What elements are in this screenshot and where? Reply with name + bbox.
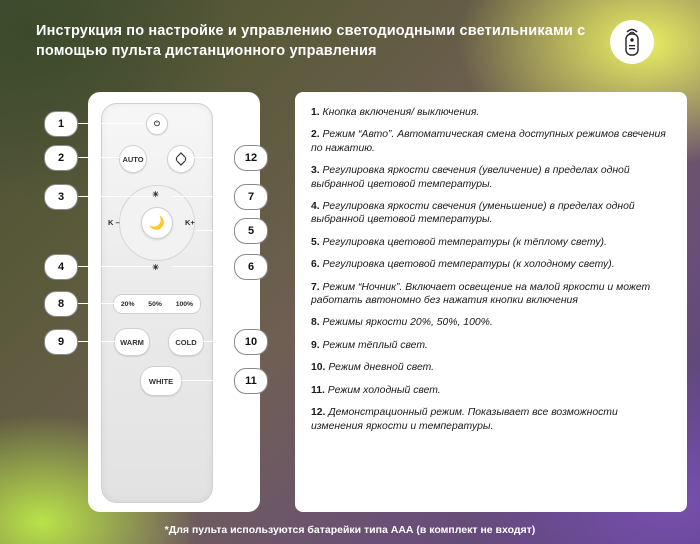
brightness-up-icon[interactable]: ☀ — [152, 190, 160, 199]
legend-number: 12. — [311, 407, 326, 419]
header — [14, 12, 686, 70]
brightness-100-button[interactable]: 100% — [175, 300, 194, 308]
leader-line-1 — [78, 123, 144, 124]
legend-item — [311, 106, 671, 119]
legend-text: Режим “Авто”. Автоматическая смена доступных режимов свечения по нажатию. — [311, 129, 666, 154]
legend-text: Регулировка яркости свечения (увеличение) в пределах одной выбранной цветовой температуры. — [311, 165, 630, 190]
legend-item — [311, 258, 671, 271]
legend-text: Режимы яркости 20%, 50%, 100%. — [319, 317, 493, 329]
remote-control-icon — [610, 20, 654, 64]
legend-number: 4. — [311, 201, 320, 213]
leader-line-9 — [78, 341, 116, 342]
legend-text: Регулировка яркости свечения (уменьшение) в пределах одной выбранной цветовой температуры. — [311, 201, 635, 226]
k-minus-label[interactable]: K – — [108, 218, 120, 227]
legend-number: 6. — [311, 259, 320, 271]
k-plus-label[interactable]: K+ — [185, 218, 195, 227]
legend-number: 7. — [311, 281, 320, 293]
night-mode-button[interactable]: 🌙 — [141, 207, 173, 239]
page-title: Инструкция по настройке и управлению светодиодными светильниками с помощью пульта дистанционного управления — [36, 23, 586, 59]
leader-line-6 — [172, 266, 234, 267]
legend-text: Регулировка цветовой температуры (к тёплому свету). — [319, 236, 607, 248]
callout-1: 1 — [44, 111, 78, 137]
leader-line-7 — [172, 196, 234, 197]
brightness-20-button[interactable]: 20% — [120, 300, 135, 308]
legend-item — [311, 164, 671, 191]
legend-panel — [295, 92, 687, 512]
callout-10: 10 — [234, 329, 268, 355]
legend-text: Демонстрационный режим. Показывает все возможности изменения яркости и температуры. — [311, 407, 618, 432]
legend-item — [311, 200, 671, 227]
demo-mode-button[interactable] — [167, 145, 195, 173]
recycle-arrows-icon — [174, 152, 188, 166]
legend-number: 2. — [311, 129, 320, 141]
cold-button[interactable]: COLD — [168, 328, 204, 356]
legend-text: Режим холодный свет. — [324, 384, 441, 396]
legend-item — [311, 128, 671, 155]
legend-number: 3. — [311, 165, 320, 177]
auto-button[interactable]: AUTO — [119, 145, 147, 173]
legend-number: 5. — [311, 236, 320, 248]
leader-line-2 — [78, 157, 120, 158]
brightness-presets-bar[interactable] — [113, 294, 201, 314]
legend-item — [311, 236, 671, 249]
callout-5: 5 — [234, 218, 268, 244]
callout-9: 9 — [44, 329, 78, 355]
callout-12: 12 — [234, 145, 268, 171]
leader-line-11 — [180, 380, 234, 381]
white-button[interactable]: WHITE — [140, 366, 182, 396]
legend-number: 10. — [311, 362, 326, 374]
brightness-50-button[interactable]: 50% — [148, 300, 162, 308]
leader-line-3 — [78, 196, 152, 197]
legend-text: Режим “Ночник”. Включает освещение на малой яркости и может работать автономно без нажатия кнопки включения — [311, 281, 651, 307]
legend-number: 1. — [311, 107, 320, 118]
leader-line-10 — [200, 341, 234, 342]
brightness-down-icon[interactable]: ☀ — [152, 263, 160, 272]
battery-note: *Для пульта используются батарейки типа ААА (в комплект не входят) — [164, 524, 536, 536]
legend-number: 8. — [311, 317, 320, 329]
leader-line-4 — [78, 266, 152, 267]
callout-4: 4 — [44, 254, 78, 280]
legend-item — [311, 384, 671, 397]
footer — [0, 516, 700, 544]
callout-3: 3 — [44, 184, 78, 210]
callout-6: 6 — [234, 254, 268, 280]
legend-number: 11. — [311, 384, 325, 396]
legend-item — [311, 316, 671, 329]
legend-item — [311, 281, 671, 308]
legend-number: 9. — [311, 339, 320, 351]
legend-item — [311, 339, 671, 352]
callout-2: 2 — [44, 145, 78, 171]
legend-text: Регулировка цветовой температуры (к холодному свету). — [319, 259, 615, 271]
legend-text: Кнопка включения/ выключения. — [319, 107, 480, 118]
legend-item — [311, 406, 671, 433]
leader-line-12 — [190, 157, 234, 158]
legend-text: Режим тёплый свет. — [319, 339, 428, 351]
callout-8: 8 — [44, 291, 78, 317]
legend-item — [311, 361, 671, 374]
power-button[interactable]: ⏻ — [146, 113, 168, 135]
callout-7: 7 — [234, 184, 268, 210]
leader-line-5 — [196, 230, 234, 231]
warm-button[interactable]: WARM — [114, 328, 150, 356]
legend-text: Режим дневной свет. — [325, 362, 435, 374]
leader-line-8 — [78, 303, 114, 304]
callout-11: 11 — [234, 368, 268, 394]
